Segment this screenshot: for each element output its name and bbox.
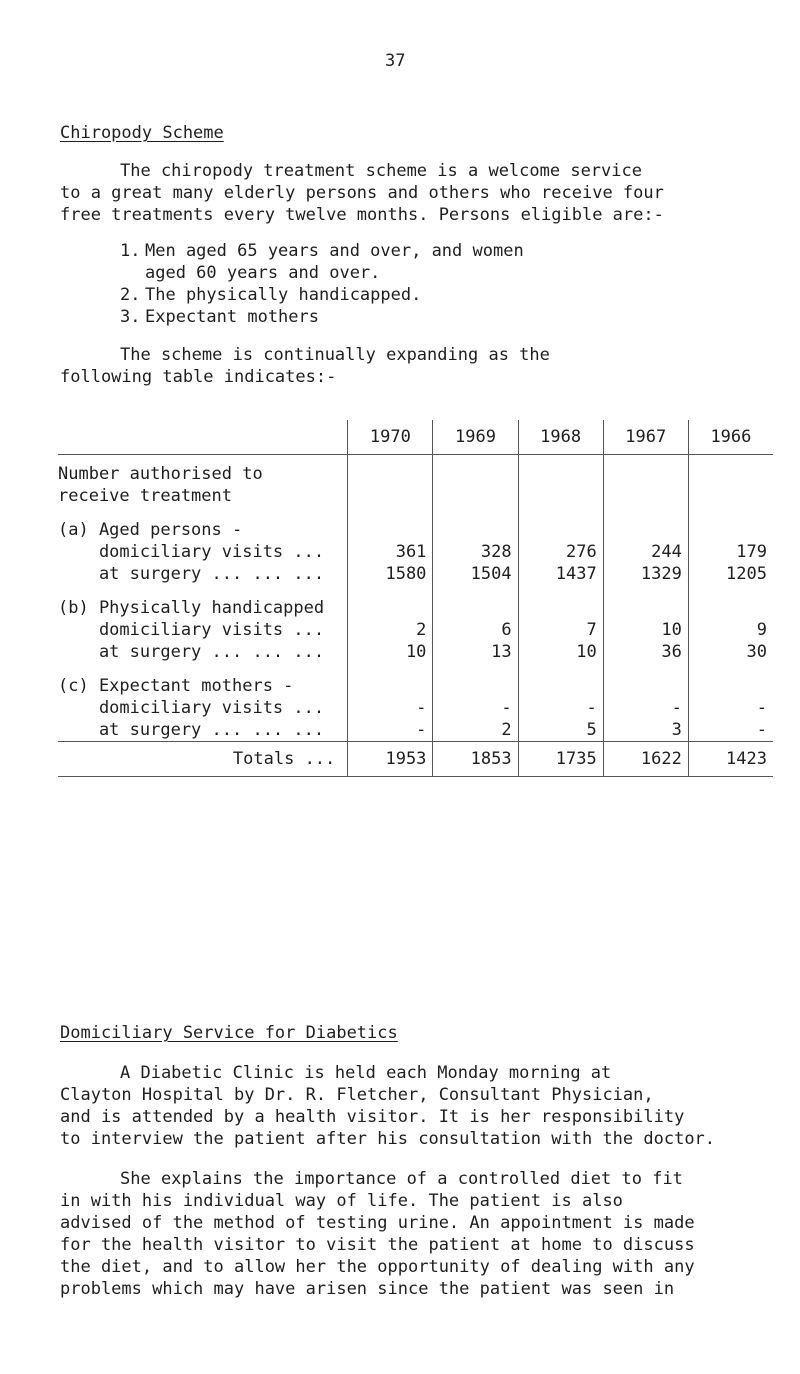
cell: - xyxy=(688,719,773,742)
para-line: and is attended by a health visitor. It is her responsibility xyxy=(60,1107,685,1127)
para-line: the diet, and to allow her the opportunity of dealing with any xyxy=(60,1257,695,1277)
list-text: aged 60 years and over. xyxy=(145,263,381,283)
list-text: Expectant mothers xyxy=(145,307,319,327)
table-intro-line: following table indicates:- xyxy=(60,367,337,387)
para-line: advised of the method of testing urine. An appointment is made xyxy=(60,1213,695,1233)
cell: 10 xyxy=(518,641,603,663)
group-label: (a) Aged persons - xyxy=(58,520,243,540)
row-label: at surgery ... ... ... xyxy=(58,642,325,662)
row-label: domiciliary visits ... xyxy=(58,542,325,562)
cell: 5 xyxy=(518,719,603,742)
year-header: 1968 xyxy=(518,420,603,455)
cell: 13 xyxy=(433,641,518,663)
cell: 1437 xyxy=(518,563,603,585)
row-label: domiciliary visits ... xyxy=(58,698,325,718)
group-label: (c) Expectant mothers - xyxy=(58,676,294,696)
table-row xyxy=(58,641,773,663)
intro-line: to a great many elderly persons and others who receive four xyxy=(60,183,664,203)
table-row xyxy=(58,541,773,563)
para-line: for the health visitor to visit the patient at home to discuss xyxy=(60,1235,695,1255)
cell: 1504 xyxy=(433,563,518,585)
para-line: Clayton Hospital by Dr. R. Fletcher, Consultant Physician, xyxy=(60,1085,654,1105)
table-row xyxy=(58,563,773,585)
diabetics-heading: Domiciliary Service for Diabetics xyxy=(60,1023,398,1043)
cell: 276 xyxy=(518,541,603,563)
table-row xyxy=(58,619,773,641)
list-number: 1. xyxy=(120,241,141,261)
para-line: She explains the importance of a controlled diet to fit xyxy=(120,1169,683,1189)
header-blank xyxy=(58,420,348,455)
cell: - xyxy=(433,697,518,719)
total-cell: 1423 xyxy=(688,742,773,777)
table-intro-line: The scheme is continually expanding as the xyxy=(120,345,550,365)
row-label: Number authorised to xyxy=(58,464,263,484)
table-row xyxy=(58,485,773,507)
group-label: (b) Physically handicapped xyxy=(58,598,325,618)
chiropody-table xyxy=(58,420,773,777)
cell: 328 xyxy=(433,541,518,563)
table-row xyxy=(58,697,773,719)
cell: 1580 xyxy=(348,563,433,585)
year-header: 1967 xyxy=(603,420,688,455)
para-line: A Diabetic Clinic is held each Monday morning at xyxy=(120,1063,612,1083)
cell: 179 xyxy=(688,541,773,563)
cell: - xyxy=(518,697,603,719)
list-text: Men aged 65 years and over, and women xyxy=(145,241,524,261)
cell: 10 xyxy=(348,641,433,663)
list-number: 2. xyxy=(120,285,141,305)
cell: 1329 xyxy=(603,563,688,585)
total-cell: 1853 xyxy=(433,742,518,777)
para-line: problems which may have arisen since the patient was seen in xyxy=(60,1279,675,1299)
page-number: 37 xyxy=(385,51,406,71)
cell: - xyxy=(688,697,773,719)
total-cell: 1622 xyxy=(603,742,688,777)
cell: 361 xyxy=(348,541,433,563)
cell: 9 xyxy=(688,619,773,641)
table-row xyxy=(58,597,773,619)
cell: 2 xyxy=(348,619,433,641)
cell: 6 xyxy=(433,619,518,641)
cell: 244 xyxy=(603,541,688,563)
table-row xyxy=(58,675,773,697)
table-row xyxy=(58,455,773,486)
list-number: 3. xyxy=(120,307,141,327)
year-header: 1970 xyxy=(348,420,433,455)
intro-line: free treatments every twelve months. Persons eligible are:- xyxy=(60,205,664,225)
totals-row xyxy=(58,742,773,777)
cell: 3 xyxy=(603,719,688,742)
cell: 36 xyxy=(603,641,688,663)
intro-line: The chiropody treatment scheme is a welcome service xyxy=(120,161,642,181)
total-cell: 1953 xyxy=(348,742,433,777)
table-row xyxy=(58,519,773,541)
row-label: domiciliary visits ... xyxy=(58,620,325,640)
year-header: 1969 xyxy=(433,420,518,455)
year-header: 1966 xyxy=(688,420,773,455)
cell: - xyxy=(603,697,688,719)
para-line: in with his individual way of life. The patient is also xyxy=(60,1191,623,1211)
para-line: to interview the patient after his consultation with the doctor. xyxy=(60,1129,716,1149)
cell: 10 xyxy=(603,619,688,641)
row-label: at surgery ... ... ... xyxy=(58,720,325,740)
cell: 7 xyxy=(518,619,603,641)
cell: 1205 xyxy=(688,563,773,585)
cell: 2 xyxy=(433,719,518,742)
cell: - xyxy=(348,719,433,742)
list-text: The physically handicapped. xyxy=(145,285,422,305)
chiropody-heading: Chiropody Scheme xyxy=(60,123,224,143)
row-label: at surgery ... ... ... xyxy=(58,564,325,584)
row-label: receive treatment xyxy=(58,486,232,506)
cell: - xyxy=(348,697,433,719)
totals-label: Totals ... xyxy=(58,742,348,777)
total-cell: 1735 xyxy=(518,742,603,777)
table-header-row xyxy=(58,420,773,455)
table-row xyxy=(58,719,773,742)
cell: 30 xyxy=(688,641,773,663)
